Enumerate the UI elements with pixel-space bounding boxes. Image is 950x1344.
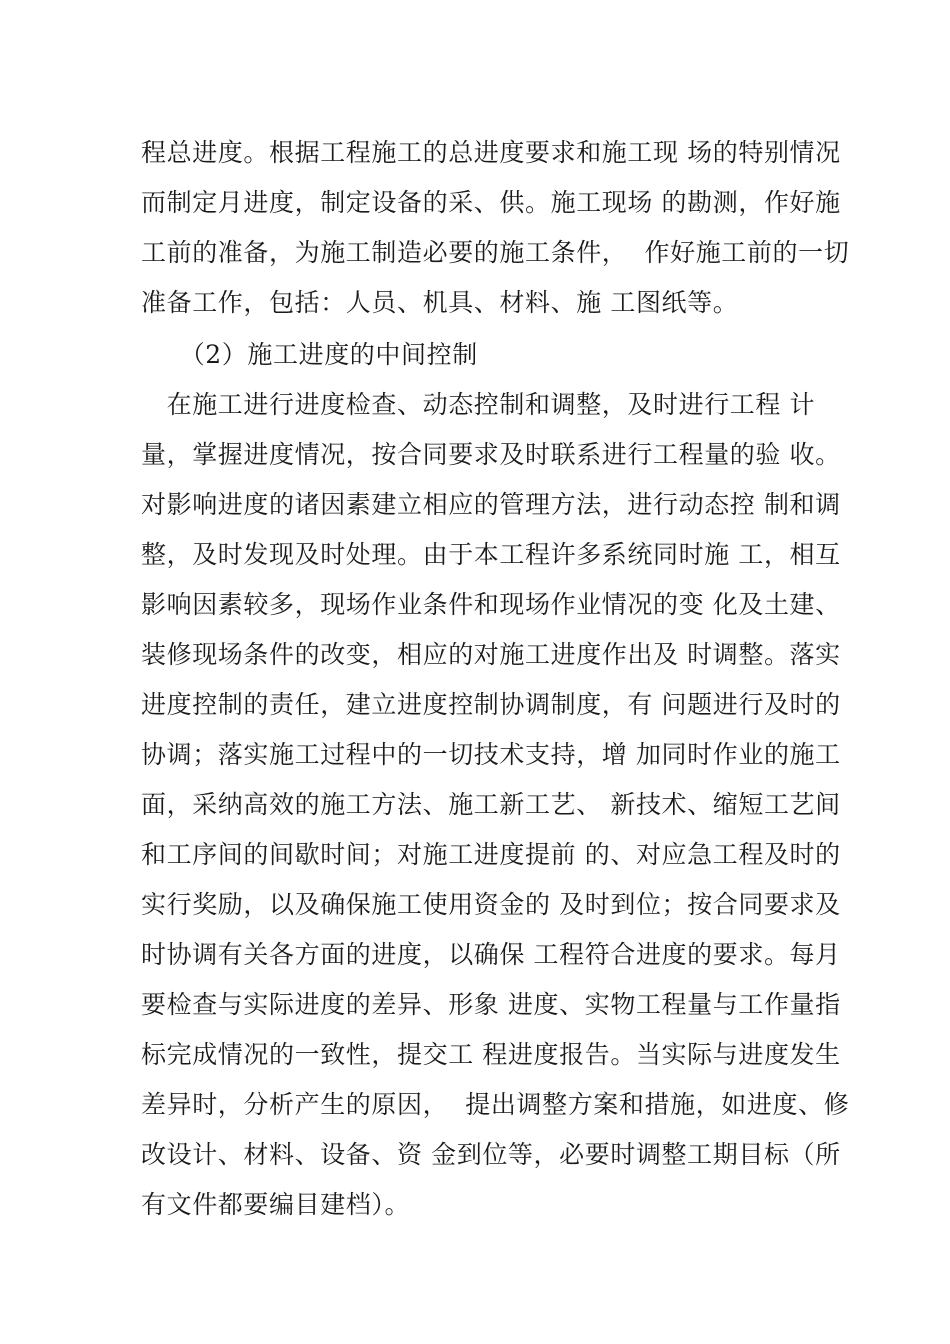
text-line: 改设计、材料、设备、资 金到位等，必要时调整工期目标（所 xyxy=(141,1140,841,1169)
section-heading: （2）施工进度的中间控制 xyxy=(141,340,478,369)
text-line: 影响因素较多，现场作业条件和现场作业情况的变 化及土建、 xyxy=(141,590,841,619)
text-line: 和工序间的间歇时间；对施工进度提前 的、对应急工程及时的 xyxy=(141,840,841,869)
text-line: 准备工作，包括：人员、机具、材料、施 工图纸等。 xyxy=(141,288,739,317)
text-line: 实行奖励，以及确保施工使用资金的 及时到位；按合同要求及 xyxy=(141,890,841,919)
document-body xyxy=(141,128,850,1230)
text-line: 对影响进度的诸因素建立相应的管理方法，进行动态控 制和调 xyxy=(141,490,841,519)
text-line: 装修现场条件的改变，相应的对施工进度作出及 时调整。落实 xyxy=(141,640,841,669)
text-line: 标完成情况的一致性，提交工 程进度报告。当实际与进度发生 xyxy=(141,1040,841,1069)
text-line: 差异时，分析产生的原因， 提出调整方案和措施，如进度、修 xyxy=(141,1090,850,1119)
text-line: 时协调有关各方面的进度，以确保 工程符合进度的要求。每月 xyxy=(141,940,841,969)
text-line: 面，采纳高效的施工方法、施工新工艺、 新技术、缩短工艺间 xyxy=(141,790,841,819)
text-line: 在施工进行进度检查、动态控制和调整，及时进行工程 计 xyxy=(141,390,816,419)
text-line: 整，及时发现及时处理。由于本工程许多系统同时施 工，相互 xyxy=(141,540,841,569)
text-line: 进度控制的责任，建立进度控制协调制度，有 问题进行及时的 xyxy=(141,690,841,719)
text-line: 而制定月进度，制定设备的采、供。施工现场 的勘测，作好施 xyxy=(141,188,841,217)
text-line: 程总进度。根据工程施工的总进度要求和施工现 场的特别情况 xyxy=(141,138,841,167)
text-line: 要检查与实际进度的差异、形象 进度、实物工程量与工作量指 xyxy=(141,990,841,1019)
text-line: 量，掌握进度情况，按合同要求及时联系进行工程量的验 收。 xyxy=(141,440,841,469)
text-line: 协调；落实施工过程中的一切技术支持，增 加同时作业的施工 xyxy=(141,740,841,769)
paragraph-intermediate-control xyxy=(141,380,850,1230)
text-line: 有文件都要编目建档）。 xyxy=(141,1190,411,1219)
paragraph-schedule-overview xyxy=(141,128,850,328)
text-line: 工前的准备，为施工制造必要的施工条件， 作好施工前的一切 xyxy=(141,238,850,267)
